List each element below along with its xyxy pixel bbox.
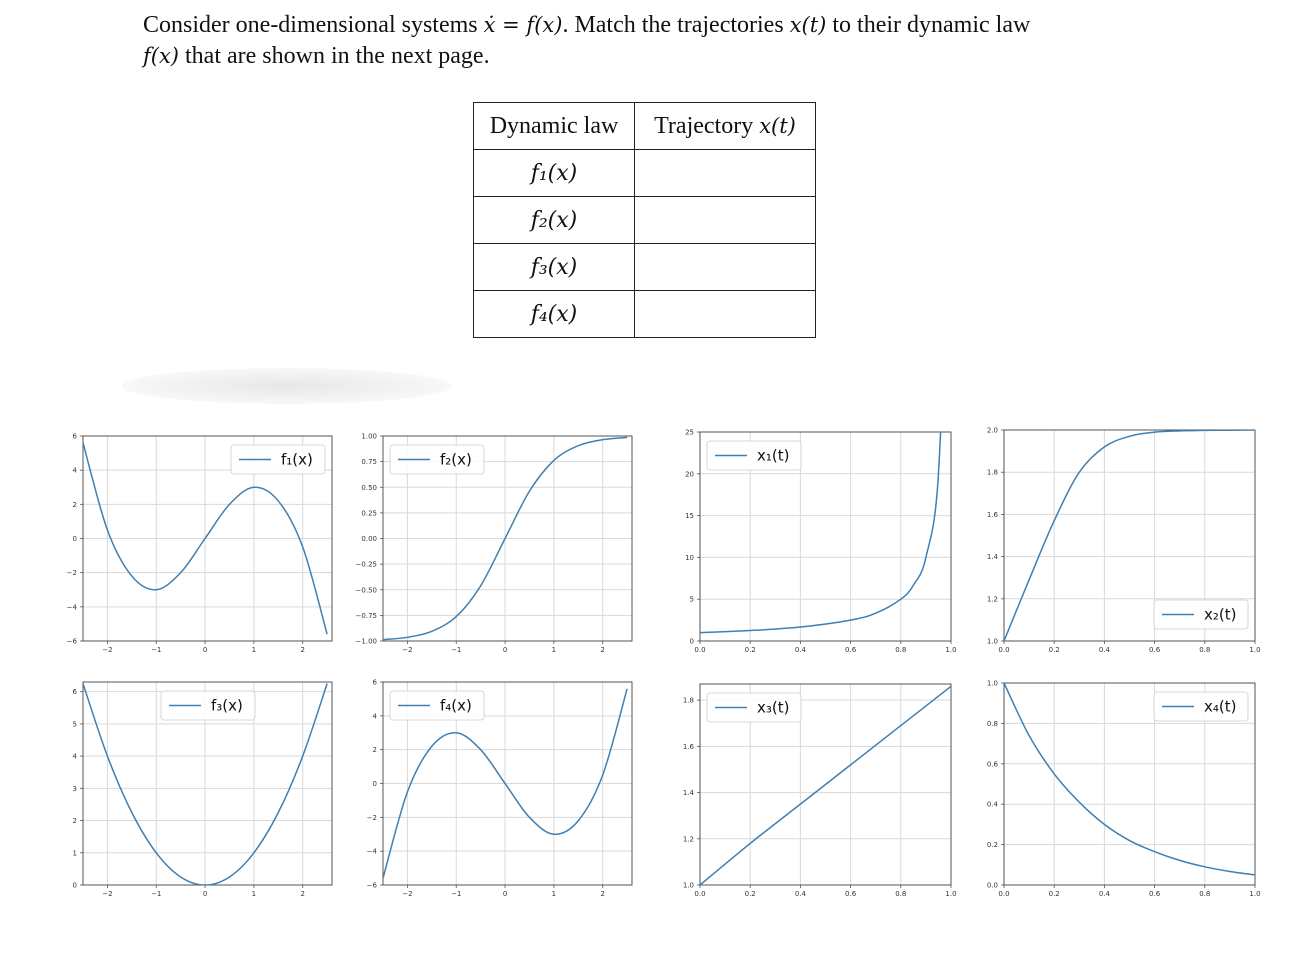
- y-tick-label: −0.25: [355, 560, 377, 569]
- y-tick-label: 1.00: [361, 432, 377, 441]
- x-tick-label: 1.0: [1249, 646, 1261, 654]
- x-tick-label: 0.6: [1149, 646, 1161, 654]
- x-tick-label: 1: [251, 890, 257, 898]
- x-tick-label: −2: [102, 646, 113, 654]
- x-tick-label: −2: [402, 890, 413, 898]
- x-tick-label: 0.6: [845, 646, 857, 654]
- y-tick-label: 0.2: [986, 841, 998, 850]
- y-tick-label: 25: [685, 428, 694, 437]
- y-tick-label: 2: [72, 817, 77, 826]
- y-tick-label: 1.0: [986, 679, 998, 688]
- x-tick-label: 0.8: [1199, 646, 1211, 654]
- x-tick-label: 1.0: [945, 890, 957, 898]
- y-tick-label: 6: [72, 432, 77, 441]
- x-tick-label: −2: [102, 890, 113, 898]
- y-tick-label: 5: [689, 595, 694, 604]
- header-dynamic-law: Dynamic law: [474, 103, 635, 150]
- y-tick-label: −2: [66, 569, 77, 578]
- chart-5: [73, 682, 332, 898]
- x-tick-label: 0.8: [895, 890, 907, 898]
- legend-label: f₁(x): [281, 450, 313, 469]
- legend-label: x₄(t): [1204, 697, 1237, 716]
- y-tick-label: 4: [72, 752, 77, 761]
- header-trajectory-text: Trajectory: [654, 112, 760, 139]
- x-tick-label: 0.4: [1098, 646, 1110, 654]
- y-tick-label: 5: [72, 720, 77, 729]
- y-tick-label: 1.0: [682, 881, 694, 890]
- y-tick-label: 1: [72, 849, 77, 858]
- x-tick-label: 0: [502, 890, 508, 898]
- legend-label: x₁(t): [757, 446, 790, 465]
- x-tick-label: 0.6: [845, 890, 857, 898]
- y-tick-label: 1.2: [682, 835, 694, 844]
- y-tick-label: 0.0: [986, 881, 998, 890]
- y-tick-label: 6: [72, 688, 77, 697]
- law-cell: f₃(x): [474, 244, 635, 291]
- legend-label: f₄(x): [440, 696, 472, 715]
- legend-label: x₃(t): [757, 698, 790, 717]
- y-tick-label: −0.75: [355, 611, 377, 620]
- law-cell: f₂(x): [474, 197, 635, 244]
- law-cell: f₄(x): [474, 291, 635, 338]
- x-tick-label: 0.8: [895, 646, 907, 654]
- y-tick-label: 0.8: [986, 719, 998, 728]
- chart-2: [356, 433, 632, 655]
- x-tick-label: 2: [600, 646, 605, 654]
- chart-8: [987, 680, 1261, 899]
- legend-label: f₃(x): [211, 696, 243, 715]
- intro-text-1: Consider one-dimensional systems: [143, 12, 484, 38]
- chart-7: [683, 684, 957, 898]
- y-tick-label: 0.25: [361, 509, 377, 518]
- y-tick-label: 4: [72, 466, 77, 475]
- intro-text-4: that are shown in the next page.: [179, 43, 490, 69]
- y-tick-label: 1.2: [986, 595, 998, 604]
- y-tick-label: −6: [66, 637, 77, 646]
- legend: [161, 691, 255, 720]
- x-tick-label: 0.4: [794, 646, 806, 654]
- y-tick-label: 2: [72, 500, 77, 509]
- y-tick-label: 15: [685, 512, 694, 521]
- x-tick-label: 0.2: [744, 890, 756, 898]
- y-tick-label: 20: [685, 470, 694, 479]
- header-trajectory-math: x(t): [759, 113, 796, 138]
- chart-6: [367, 679, 632, 899]
- y-tick-label: 1.8: [986, 468, 998, 477]
- x-tick-label: −2: [402, 646, 413, 654]
- y-tick-label: 3: [72, 784, 77, 793]
- x-tick-label: 0: [502, 646, 508, 654]
- intro-math-3: f(x): [143, 44, 180, 68]
- y-tick-label: −0.50: [355, 586, 377, 595]
- y-tick-label: 1.6: [986, 510, 998, 519]
- series-line: [700, 0, 948, 633]
- legend-label: f₂(x): [440, 450, 472, 469]
- x-tick-label: 1: [551, 890, 557, 898]
- x-tick-label: −1: [151, 890, 162, 898]
- intro-text-3: to their dynamic law: [826, 12, 1031, 38]
- legend: [1154, 600, 1248, 629]
- y-tick-label: 0: [689, 637, 694, 646]
- x-tick-label: 0.0: [694, 890, 706, 898]
- x-tick-label: 1.0: [945, 646, 957, 654]
- y-tick-label: 1.0: [986, 637, 998, 646]
- x-tick-label: −1: [151, 646, 162, 654]
- x-tick-label: 2: [300, 890, 305, 898]
- x-tick-label: 0.8: [1199, 890, 1211, 898]
- x-tick-label: 0.4: [794, 890, 806, 898]
- x-tick-label: 2: [600, 890, 605, 898]
- y-tick-label: −4: [366, 847, 377, 856]
- x-tick-label: 0.2: [1048, 890, 1060, 898]
- y-tick-label: 0.75: [361, 458, 377, 467]
- y-tick-label: 1.4: [682, 789, 694, 798]
- y-tick-label: 0: [72, 881, 77, 890]
- chart-3: [685, 0, 956, 654]
- chart-4: [987, 427, 1261, 655]
- x-tick-label: 0.0: [694, 646, 706, 654]
- x-tick-label: 0.0: [998, 890, 1010, 898]
- x-tick-label: 0.0: [998, 646, 1010, 654]
- y-tick-label: 0.50: [361, 483, 377, 492]
- intro-text-2: . Match the trajectories: [562, 12, 790, 38]
- y-tick-label: −6: [366, 881, 377, 890]
- x-tick-label: 1: [551, 646, 557, 654]
- y-tick-label: 2: [372, 746, 377, 755]
- legend: [390, 691, 484, 720]
- x-tick-label: 0.4: [1098, 890, 1110, 898]
- x-tick-label: 1.0: [1249, 890, 1261, 898]
- y-tick-label: 1.4: [986, 553, 998, 562]
- y-tick-label: −4: [66, 603, 77, 612]
- legend: [1154, 692, 1248, 721]
- y-tick-label: 2.0: [986, 426, 998, 435]
- y-tick-label: 1.6: [682, 742, 694, 751]
- law-cell: f₁(x): [474, 150, 635, 197]
- y-tick-label: 0.4: [986, 800, 998, 809]
- x-tick-label: −1: [451, 646, 462, 654]
- y-tick-label: 0: [372, 780, 377, 788]
- x-tick-label: 0: [202, 646, 208, 654]
- intro-math-1: ẋ = f(x): [483, 13, 563, 37]
- y-tick-label: 0.6: [986, 760, 998, 769]
- y-tick-label: 1.8: [682, 696, 694, 705]
- intro-math-2: x(t): [789, 13, 827, 37]
- legend: [707, 693, 801, 722]
- x-tick-label: 0: [202, 890, 208, 898]
- legend: [231, 445, 325, 474]
- x-tick-label: 0.2: [744, 646, 756, 654]
- y-tick-label: 4: [372, 712, 377, 721]
- legend-label: x₂(t): [1204, 605, 1237, 624]
- x-tick-label: −1: [451, 890, 462, 898]
- y-tick-label: 0: [72, 535, 77, 543]
- x-tick-label: 1: [251, 646, 257, 654]
- chart-1: [67, 433, 332, 655]
- y-tick-label: −2: [366, 813, 377, 822]
- y-tick-label: 0.00: [361, 535, 377, 543]
- x-tick-label: 0.2: [1048, 646, 1060, 654]
- y-tick-label: −1.00: [355, 637, 377, 646]
- y-tick-label: 6: [372, 678, 377, 687]
- x-tick-label: 0.6: [1149, 890, 1161, 898]
- y-tick-label: 10: [685, 553, 694, 562]
- legend: [390, 445, 484, 474]
- x-tick-label: 2: [300, 646, 305, 654]
- legend: [707, 441, 801, 470]
